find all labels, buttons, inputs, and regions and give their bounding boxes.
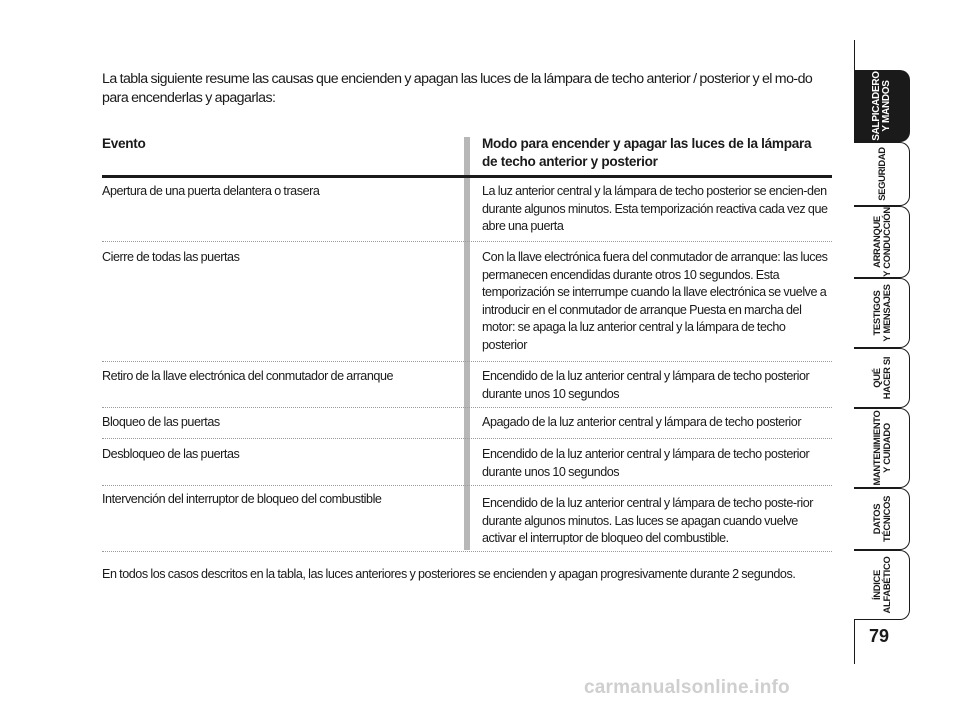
tab-label: SEGURIDAD xyxy=(875,147,887,201)
row-event: Retiro de la llave electrónica del conmutador de arranque xyxy=(102,369,394,383)
interior-lights-table xyxy=(102,133,832,553)
header-rule xyxy=(102,175,832,178)
tab-mantenimiento[interactable] xyxy=(854,408,910,488)
row-separator xyxy=(102,361,832,362)
footer-note: En todos los casos descritos en la tabla, las luces anteriores y posteriores se encienden y apagan progresivamente durante 2 segundos. xyxy=(102,567,796,581)
watermark: carmanualsonline.info xyxy=(584,677,790,698)
tab-label: ARRANQUE Y CONDUCCIÓN xyxy=(870,207,892,277)
row-event: Cierre de todas las puertas xyxy=(102,250,240,264)
row-mode: Con la llave electrónica fuera del conmutador de arranque: las luces permanecen encendidas durante otros 10 segundos. Esta temporización se interrumpe cuando la llave electrónica se vuelve a introducir en el conmutador de arranque Puesta en marcha del motor: se apaga la luz anterior central y la lámpara de techo posterior xyxy=(482,250,828,352)
tab-testigos[interactable] xyxy=(854,278,910,348)
tab-label: DATOS TÉCNICOS xyxy=(870,495,892,543)
tab-label: SALPICADERO Y MANDOS xyxy=(870,71,892,141)
header-mode: Modo para encender y apagar las luces de la lámpara de techo anterior y posterior xyxy=(482,136,812,169)
tab-label: ÍNDICE ALFABÉTICO xyxy=(870,556,892,614)
row-mode: La luz anterior central y la lámpara de techo posterior se encien-den durante algunos minutos. Esta temporización reactiva cada vez que abre una puerta xyxy=(482,184,828,233)
tab-label: QUÉ HACER SI xyxy=(870,356,892,400)
row-event: Desbloqueo de las puertas xyxy=(102,447,240,461)
row-separator xyxy=(102,241,832,242)
chapter-tabs xyxy=(852,40,912,670)
column-divider-bar xyxy=(464,137,470,550)
tab-datos-tecnicos[interactable] xyxy=(854,488,910,550)
tab-label: TESTIGOS Y MENSAJES xyxy=(870,284,892,342)
tab-que-hacer[interactable] xyxy=(854,348,910,408)
row-mode: Encendido de la luz anterior central y lámpara de techo posterior durante unos 10 segundos xyxy=(482,447,810,479)
row-mode: Encendido de la luz anterior central y lámpara de techo poste-rior durante algunos minutos. Las luces se apagan cuando vuelve activar el interruptor de bloqueo del combustible. xyxy=(482,496,814,545)
row-mode: Encendido de la luz anterior central y lámpara de techo posterior durante unos 10 segundos xyxy=(482,369,810,401)
row-separator xyxy=(102,551,832,552)
tab-salpicadero[interactable] xyxy=(854,70,910,142)
page-number: 79 xyxy=(868,626,890,646)
tab-seguridad[interactable] xyxy=(854,142,910,206)
row-mode: Apagado de la luz anterior central y lámpara de techo posterior xyxy=(482,415,802,429)
row-event: Bloqueo de las puertas xyxy=(102,415,220,429)
intro-paragraph: La tabla siguiente resume las causas que encienden y apagan las luces de la lámpara de techo anterior / posterior y el mo-do para encenderlas y apagarlas: xyxy=(102,71,813,106)
header-event: Evento xyxy=(102,136,146,151)
row-event: Intervención del interruptor de bloqueo del combustible xyxy=(102,492,382,506)
row-separator xyxy=(102,485,832,486)
row-separator xyxy=(102,438,832,439)
tab-arranque[interactable] xyxy=(854,206,910,278)
tab-indice[interactable] xyxy=(854,550,910,620)
tab-label: MANTENIMIENTO Y CUIDADO xyxy=(870,410,892,486)
row-event: Apertura de una puerta delantera o trasera xyxy=(102,184,320,198)
row-separator xyxy=(102,407,832,408)
